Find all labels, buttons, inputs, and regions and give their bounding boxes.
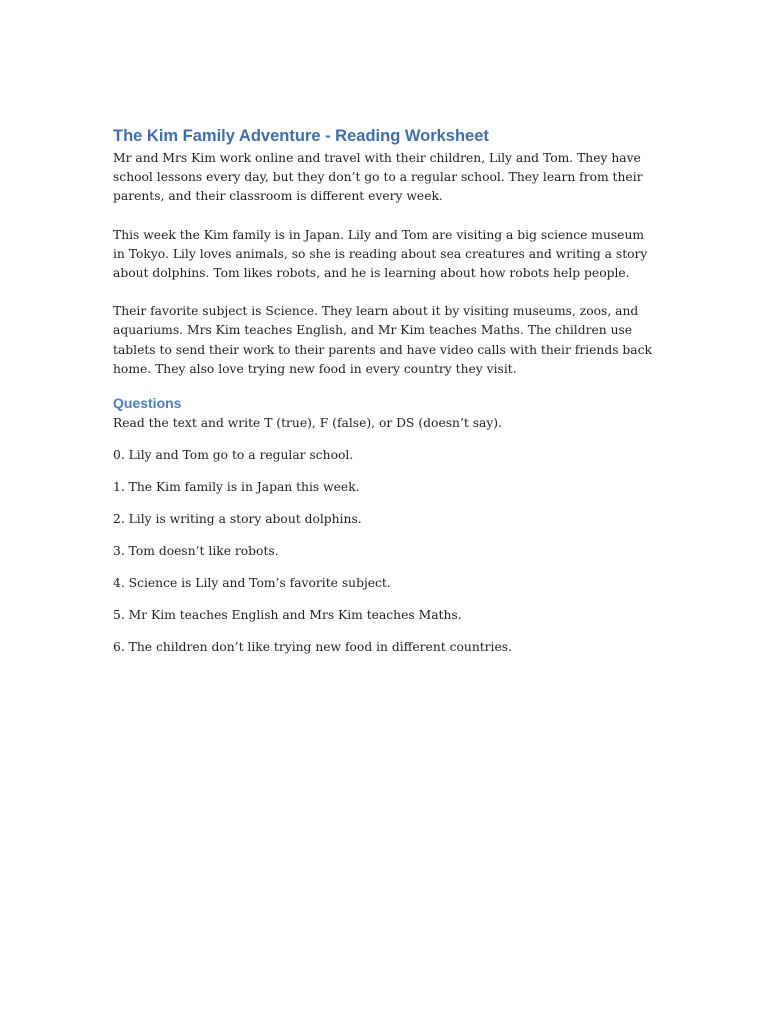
question-item: 1. The Kim family is in Japan this week. <box>113 480 360 495</box>
reading-paragraph-3: Their favorite subject is Science. They learn about it by visiting museums, zoos, and aquariums. Mrs Kim teaches English, and Mr Kim teaches Maths. The children use tablets to send their work to their parents and have video calls with their friends back home. They also love trying new food in every country they visit. <box>113 304 652 376</box>
question-item: 4. Science is Lily and Tom’s favorite subject. <box>113 576 391 591</box>
reading-paragraph-1: Mr and Mrs Kim work online and travel with their children, Lily and Tom. They have school lessons every day, but they don’t go to a regular school. They learn from their parents, and their classroom is different every week. <box>113 151 643 204</box>
worksheet-page <box>113 124 658 657</box>
question-item: 5. Mr Kim teaches English and Mrs Kim teaches Maths. <box>113 608 462 623</box>
questions-heading: Questions <box>113 395 182 412</box>
reading-paragraph-2: This week the Kim family is in Japan. Lily and Tom are visiting a big science museum in Tokyo. Lily loves animals, so she is reading about sea creatures and writing a story about dolphins. Tom likes robots, and he is learning about how robots help people. <box>113 227 648 281</box>
question-item: 0. Lily and Tom go to a regular school. <box>113 448 354 463</box>
question-item: 6. The children don’t like trying new food in different countries. <box>113 640 512 655</box>
worksheet-title: The Kim Family Adventure - Reading Worksheet <box>113 127 489 145</box>
questions-list <box>113 446 658 657</box>
question-item: 3. Tom doesn’t like robots. <box>113 544 279 559</box>
questions-instruction: Read the text and write T (true), F (false), or DS (doesn’t say). <box>113 416 503 431</box>
question-item: 2. Lily is writing a story about dolphins. <box>113 512 362 527</box>
